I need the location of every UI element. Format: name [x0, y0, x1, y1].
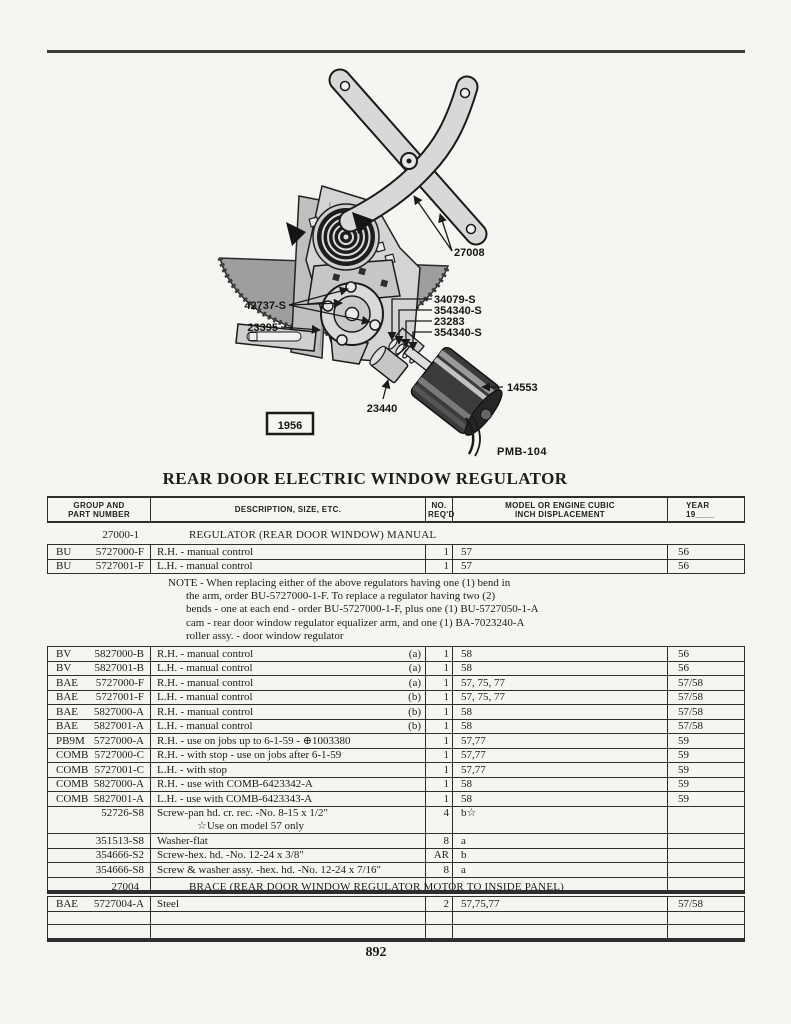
description-line [157, 691, 421, 704]
cell-part-number [48, 863, 150, 877]
cell-description [150, 720, 425, 734]
description-line [157, 560, 421, 573]
cell-year [667, 912, 744, 925]
description-line [157, 764, 421, 777]
callout-washer-stack-label-3: 354340-S [434, 327, 482, 339]
cell-model: a [452, 834, 667, 848]
cell-year: 59 [667, 749, 744, 763]
part-prefix: COMB [56, 792, 89, 805]
cell-year [667, 863, 744, 877]
cell-model: 58 [452, 778, 667, 792]
cell-year: 57/58 [667, 676, 744, 690]
cell-description [150, 863, 425, 877]
cell-description [150, 912, 425, 925]
cell-qty: 1 [425, 647, 452, 661]
cell-part-number [48, 792, 150, 806]
callout-coupling-label: 23440 [366, 403, 398, 415]
part-number: 5827001-A [93, 720, 144, 733]
description-text: L.H. - manual control [157, 662, 253, 675]
cell-year [667, 807, 744, 834]
description-line [157, 735, 421, 748]
note-line: roller assy. - door window regulator [186, 629, 344, 642]
table-row [47, 849, 745, 864]
section-heading: BRACE (REAR DOOR WINDOW REGULATOR MOTOR TO INSIDE PANEL) [189, 881, 565, 893]
cell-part-number [48, 545, 150, 559]
part-number: 5727004-A [93, 897, 144, 910]
part-number: 351513-S8 [95, 834, 144, 847]
cell-year [667, 849, 744, 863]
description-text: L.H. - with stop [157, 763, 227, 776]
note-line: cam - rear door window regulator equalizer arm, and one (1) BA-7023240-A [186, 616, 525, 629]
description-text: L.H. - manual control [157, 691, 253, 704]
cell-description [150, 897, 425, 911]
header-model: MODEL OR ENGINE CUBIC INCH DISPLACEMENT [452, 498, 667, 521]
cell-part-number [48, 560, 150, 574]
usage-marker: (b) [408, 720, 421, 733]
part-prefix: BAE [56, 720, 78, 733]
cell-qty: 1 [425, 705, 452, 719]
table-bottom-rule [47, 939, 745, 942]
table-row [47, 560, 745, 575]
table-header-row [47, 498, 745, 521]
callout-housing-label: 23395 [247, 322, 278, 334]
cell-description [150, 792, 425, 806]
table-row [47, 807, 745, 835]
description-text: L.H. - manual control [157, 720, 253, 733]
part-prefix: BAE [56, 897, 78, 910]
description-line [157, 793, 421, 806]
cell-qty: 1 [425, 734, 452, 748]
cell-part-number [48, 647, 150, 661]
cell-part-number [48, 749, 150, 763]
cell-model: 57 [452, 560, 667, 574]
part-number: 5727000-F [95, 545, 144, 558]
part-number: 354666-S8 [95, 863, 144, 876]
cell-year: 57/58 [667, 705, 744, 719]
part-number: 5727000-F [95, 676, 144, 689]
description-line [157, 749, 421, 762]
cell-part-number [48, 834, 150, 848]
cell-qty: 1 [425, 720, 452, 734]
part-number: 5827001-A [93, 792, 144, 805]
callout-arms-label: 27008 [454, 247, 485, 259]
table-row [47, 778, 745, 793]
usage-marker: (a) [408, 662, 421, 675]
cell-part-number [48, 676, 150, 690]
cell-description [150, 560, 425, 574]
description-text: R.H. - manual control [157, 705, 254, 718]
table-row [47, 720, 745, 735]
description-text: Steel [157, 897, 179, 910]
part-number: 5727001-C [94, 763, 144, 776]
cell-year: 56 [667, 545, 744, 559]
cell-model: 57,77 [452, 763, 667, 777]
cell-model: 58 [452, 792, 667, 806]
description-text: R.H. - with stop - use on jobs after 6-1-59 [157, 749, 342, 762]
cell-year: 56 [667, 662, 744, 676]
page-title: REAR DOOR ELECTRIC WINDOW REGULATOR [162, 469, 568, 488]
scissor-arms [340, 80, 476, 234]
section-group-number: 27000-1 [102, 529, 139, 541]
part-number: 5827001-B [94, 662, 144, 675]
cell-description [150, 834, 425, 848]
description-text: Screw & washer assy. -hex. hd. -No. 12-24 x 7/16" [157, 863, 382, 876]
description-line [157, 849, 421, 862]
description-line [157, 662, 421, 675]
description-line [157, 706, 421, 719]
cell-part-number [48, 778, 150, 792]
callout-washer-stack-label-1: 354340-S [434, 305, 482, 317]
cell-description [150, 676, 425, 690]
part-number: 5827000-A [93, 778, 144, 791]
cell-model: 57 [452, 545, 667, 559]
cell-description [150, 691, 425, 705]
cell-model: b [452, 849, 667, 863]
cell-description [150, 662, 425, 676]
figure-code: PMB-104 [497, 446, 547, 458]
parts-table-brace [47, 880, 745, 942]
table-row [47, 646, 745, 662]
part-prefix: BAE [56, 691, 78, 704]
cell-year [667, 925, 744, 938]
cell-description [150, 807, 425, 834]
cell-part-number [48, 662, 150, 676]
cell-qty: 2 [425, 897, 452, 911]
description-text: Screw-pan hd. cr. rec. -No. 8-15 x 1/2" [157, 807, 328, 820]
cell-qty: 1 [425, 691, 452, 705]
cell-year: 57/58 [667, 897, 744, 911]
note-line: NOTE - When replacing either of the above regulators having one (1) bend in [168, 577, 511, 589]
part-number: 5727001-F [95, 560, 144, 572]
cell-description [150, 647, 425, 661]
callout-screws-label: 42737-S [244, 300, 286, 312]
cell-model: 57,77 [452, 749, 667, 763]
description-text: R.H. - manual control [157, 647, 254, 660]
cell-model: 57, 75, 77 [452, 691, 667, 705]
description-line [157, 864, 421, 877]
note-line: the arm, order BU-5727000-1-F. To replace a regulator having two (2) [186, 590, 496, 603]
cell-year: 57/58 [667, 691, 744, 705]
cell-qty: 1 [425, 778, 452, 792]
part-number: 354666-S2 [95, 849, 144, 862]
cell-qty: AR [425, 849, 452, 863]
cell-description [150, 705, 425, 719]
part-prefix: COMB [56, 749, 89, 762]
cell-qty: 1 [425, 662, 452, 676]
table-row [47, 749, 745, 764]
table-row [47, 834, 745, 849]
cell-part-number [48, 705, 150, 719]
cell-description [150, 778, 425, 792]
callout-washer-stack-label-0: 34079-S [434, 294, 476, 306]
description-footnote: ☆Use on model 57 only [197, 820, 305, 833]
description-line [157, 720, 421, 733]
cell-qty: 1 [425, 545, 452, 559]
cell-part-number [48, 691, 150, 705]
part-prefix: BU [56, 545, 72, 558]
cell-year: 59 [667, 778, 744, 792]
table-row [47, 676, 745, 691]
usage-marker: (b) [408, 705, 421, 718]
cell-part-number [48, 849, 150, 863]
header-bottom-rule [47, 521, 745, 523]
part-number: 5727001-F [95, 691, 144, 704]
cell-year: 56 [667, 647, 744, 661]
part-prefix: BAE [56, 705, 78, 718]
part-prefix: COMB [56, 763, 89, 776]
description-line [157, 677, 421, 690]
rows-before-note [47, 544, 745, 574]
cell-description [150, 749, 425, 763]
cell-year: 56 [667, 560, 744, 574]
part-number: 5827000-B [94, 647, 144, 660]
cell-part-number [48, 734, 150, 748]
table-row [47, 662, 745, 677]
cell-description [150, 925, 425, 938]
header-year: YEAR 19____ [667, 498, 744, 521]
callout-motor-label: 14553 [507, 382, 538, 394]
usage-marker: (b) [408, 691, 421, 704]
part-prefix: COMB [56, 778, 89, 791]
header-description: DESCRIPTION, SIZE, ETC. [150, 498, 425, 521]
table-row [47, 763, 745, 778]
cell-part-number [48, 720, 150, 734]
description-line [157, 807, 421, 820]
cell-model: 58 [452, 705, 667, 719]
cell-qty: 8 [425, 834, 452, 848]
description-line [157, 546, 421, 559]
page-number: 892 [365, 945, 387, 960]
part-number: 5827000-A [93, 705, 144, 718]
cell-qty: 1 [425, 560, 452, 574]
description-text: Screw-hex. hd. -No. 12-24 x 3/8" [157, 849, 304, 862]
part-prefix: BAE [56, 676, 78, 689]
description-text: R.H. - manual control [157, 676, 254, 689]
table-row [47, 734, 745, 749]
cell-qty: 4 [425, 807, 452, 834]
section-heading-row [47, 880, 745, 894]
cell-model: a [452, 863, 667, 877]
cell-model: 57,77 [452, 734, 667, 748]
year-badge: 1956 [277, 420, 303, 432]
cell-description [150, 849, 425, 863]
part-prefix: BV [56, 662, 72, 675]
section-heading: REGULATOR (REAR DOOR WINDOW) MANUAL [189, 529, 437, 541]
part-prefix: PB9M [56, 734, 85, 747]
table-row [47, 925, 745, 939]
cell-qty [425, 925, 452, 938]
table-row [47, 912, 745, 926]
table-row [47, 544, 745, 560]
header-no-reqd: NO. REQ'D [425, 498, 452, 521]
header-group-part-number: GROUP AND PART NUMBER [68, 501, 130, 519]
part-number: 5727000-A [93, 734, 144, 747]
description-line [157, 898, 421, 911]
cell-model: 57, 75, 77 [452, 676, 667, 690]
description-text: L.H. - use with COMB-6423343-A [157, 792, 313, 805]
part-number: 5727000-C [94, 749, 144, 762]
cell-part-number [48, 925, 150, 938]
cell-description [150, 763, 425, 777]
cell-year: 59 [667, 792, 744, 806]
cell-model [452, 925, 667, 938]
part-prefix: BU [56, 560, 72, 572]
cell-year: 59 [667, 734, 744, 748]
cell-model: 58 [452, 720, 667, 734]
table-row [47, 691, 745, 706]
cell-part-number [48, 897, 150, 911]
cell-part-number [48, 763, 150, 777]
cell-description [150, 734, 425, 748]
parts-table-regulator [47, 496, 745, 894]
cell-qty: 1 [425, 792, 452, 806]
description-text: L.H. - manual control [157, 560, 253, 572]
table-row [47, 863, 745, 878]
description-text: R.H. - use with COMB-6423342-A [157, 778, 313, 791]
cell-model: 57,75,77 [452, 897, 667, 911]
parts-illustration [0, 0, 791, 465]
cell-qty: 1 [425, 763, 452, 777]
description-text: R.H. - use on jobs up to 6-1-59 - ⊕1003380 [157, 734, 351, 747]
brace-rows [47, 896, 745, 939]
cell-year [667, 834, 744, 848]
section-heading-row [47, 528, 745, 542]
table-row [47, 896, 745, 912]
cell-part-number [48, 912, 150, 925]
cell-part-number [48, 807, 150, 834]
cell-year: 59 [667, 763, 744, 777]
description-line [157, 648, 421, 661]
section-group-number: 27004 [111, 881, 139, 893]
note-block [168, 577, 745, 643]
usage-marker: (a) [408, 647, 421, 660]
cell-qty: 1 [425, 749, 452, 763]
usage-marker: (a) [408, 676, 421, 689]
cell-qty: 8 [425, 863, 452, 877]
rows-after-note [47, 646, 745, 891]
callout-washer-stack-label-2: 23283 [434, 316, 465, 328]
description-line [157, 778, 421, 791]
cell-qty: 1 [425, 676, 452, 690]
cell-model: 58 [452, 662, 667, 676]
cell-year: 57/58 [667, 720, 744, 734]
cell-qty [425, 912, 452, 925]
description-text: Washer-flat [157, 834, 208, 847]
cell-model: b☆ [452, 807, 667, 834]
table-row [47, 792, 745, 807]
description-text: R.H. - manual control [157, 545, 254, 558]
part-number: 52726-S8 [101, 807, 144, 820]
part-prefix: BV [56, 647, 72, 660]
cell-model [452, 912, 667, 925]
note-line: bends - one at each end - order BU-5727000-1-F, plus one (1) BU-5727050-1-A [186, 603, 539, 616]
description-line [157, 835, 421, 848]
cell-description [150, 545, 425, 559]
table-row [47, 705, 745, 720]
cell-model: 58 [452, 647, 667, 661]
